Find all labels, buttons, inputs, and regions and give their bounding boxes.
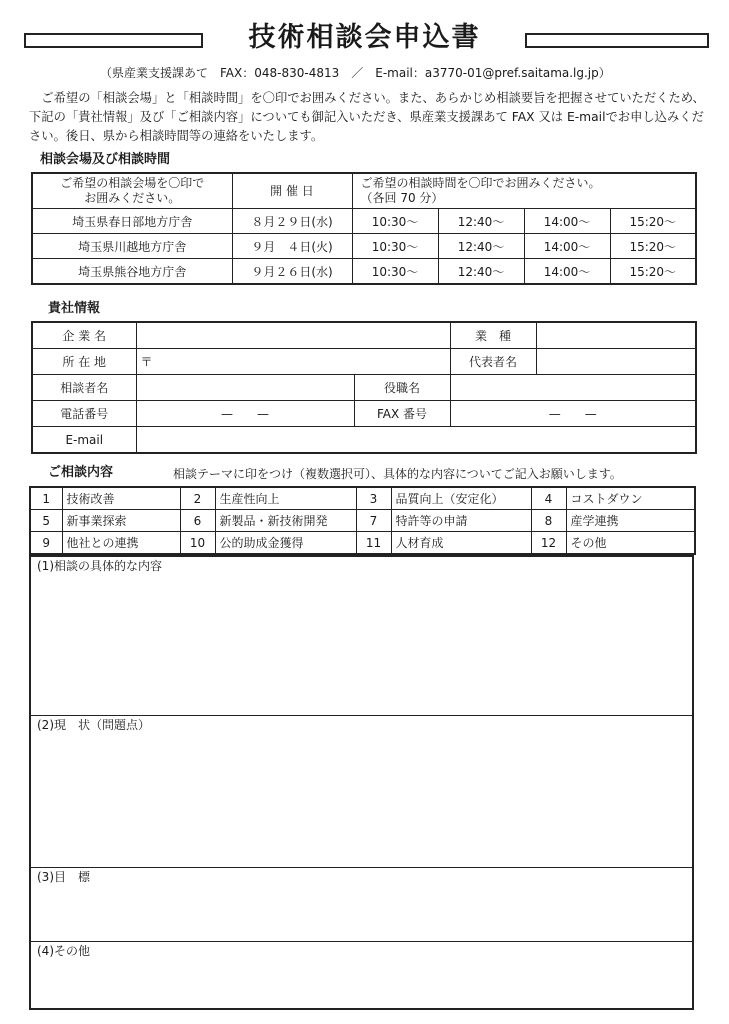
address-label: 所 在 地 [32,349,136,375]
venue-cell[interactable]: 埼玉県川越地方庁舎 [32,234,232,259]
current-status-label: (2)現 状（問題点） [37,718,150,732]
schedule-row [32,234,696,259]
other-box[interactable] [31,942,692,1008]
phone-field[interactable]: — — [136,401,354,427]
current-status-box[interactable] [31,716,692,868]
date-cell: ９月２６日(水) [232,259,352,285]
time-slot[interactable]: 15:20～ [610,234,696,259]
date-cell: ８月２９日(水) [232,209,352,234]
time-slot[interactable]: 12:40～ [438,234,524,259]
contact-info: （県産業支援課あて FAX：048-830-4813 ／ E-mail：a3770-01@pref.saitama.lg.jp） [100,66,611,80]
time-slot[interactable]: 12:40～ [438,209,524,234]
consultant-label: 相談者名 [32,375,136,401]
venue-col-header: ご希望の相談会場を〇印で お囲みください。 [32,173,232,209]
consult-detail-area [29,555,694,1010]
topic-option[interactable]: 特許等の申請 [391,510,531,532]
venue-cell[interactable]: 埼玉県春日部地方庁舎 [32,209,232,234]
time-slot[interactable]: 14:00～ [524,209,610,234]
page-title: 技術相談会申込書 [248,22,481,53]
time-slot[interactable]: 15:20～ [610,209,696,234]
time-slot[interactable]: 14:00～ [524,234,610,259]
venue-cell[interactable]: 埼玉県熊谷地方庁舎 [32,259,232,285]
topic-number: 5 [30,510,62,532]
topic-option[interactable]: 産学連携 [566,510,695,532]
industry-field[interactable] [536,322,696,349]
company-table [31,321,697,454]
time-col-header: ご希望の相談時間を〇印でお囲みください。 （各回 70 分） [352,173,696,209]
time-slot[interactable]: 14:00～ [524,259,610,285]
topic-number: 1 [30,487,62,510]
topics-table [29,486,696,555]
topic-number: 3 [356,487,391,510]
date-cell: ９月 ４日(火) [232,234,352,259]
title-decor-left [24,33,203,48]
industry-label: 業 種 [450,322,536,349]
topic-option[interactable]: コストダウン [566,487,695,510]
topic-number: 7 [356,510,391,532]
time-slot[interactable]: 15:20～ [610,259,696,285]
phone-label: 電話番号 [32,401,136,427]
topic-option[interactable]: 他社との連携 [62,532,180,555]
time-slot[interactable]: 10:30～ [352,234,438,259]
email-label: E-mail [32,427,136,454]
date-col-header: 開 催 日 [232,173,352,209]
schedule-row [32,259,696,285]
topic-number: 10 [180,532,215,555]
fax-field[interactable]: — — [450,401,696,427]
topic-number: 11 [356,532,391,555]
representative-field[interactable] [536,349,696,375]
topic-option[interactable]: 新製品・新技術開発 [215,510,356,532]
topic-number: 4 [531,487,566,510]
details-box[interactable] [31,557,692,716]
consultant-field[interactable] [136,375,354,401]
time-slot[interactable]: 10:30～ [352,209,438,234]
schedule-heading: 相談会場及び相談時間 [40,152,171,167]
time-slot[interactable]: 10:30～ [352,259,438,285]
fax-label: FAX 番号 [354,401,450,427]
consult-heading: ご相談内容 [48,465,114,480]
company-name-field[interactable] [136,322,450,349]
topic-option[interactable]: 生産性向上 [215,487,356,510]
schedule-row [32,209,696,234]
postal-mark: 〒 [140,355,153,369]
time-slot[interactable]: 12:40～ [438,259,524,285]
intro-text: ご希望の「相談会場」と「相談時間」を〇印でお囲みください。また、あらかじめ相談要旨を把握させていただくため、下記の「貴社情報」及び「ご相談内容」についても御記入いただき、県産業支援課あて FAX 又は E-mailでお申し込みください。後日、県から相談時間等の連絡をいたします。 [29,91,705,143]
topic-number: 6 [180,510,215,532]
topic-number: 8 [531,510,566,532]
topic-option[interactable]: 技術改善 [62,487,180,510]
topic-option[interactable]: その他 [566,532,695,555]
address-field[interactable] [136,349,450,375]
schedule-table [31,172,697,285]
details-label: (1)相談の具体的な内容 [37,559,162,573]
representative-label: 代表者名 [450,349,536,375]
topic-number: 12 [531,532,566,555]
topic-number: 2 [180,487,215,510]
position-field[interactable] [450,375,696,401]
topic-option[interactable]: 公的助成金獲得 [215,532,356,555]
position-label: 役職名 [354,375,450,401]
company-heading: 貴社情報 [48,301,101,316]
goal-label: (3)目 標 [37,870,90,884]
topic-option[interactable]: 新事業探索 [62,510,180,532]
other-label: (4)その他 [37,944,90,958]
topic-option[interactable]: 品質向上（安定化） [391,487,531,510]
goal-box[interactable] [31,868,692,942]
email-field[interactable] [136,427,696,454]
title-decor-right [525,33,709,48]
topic-number: 9 [30,532,62,555]
consult-note: 相談テーマに印をつけ（複数選択可）、具体的な内容についてご記入お願いします。 [173,467,622,481]
company-name-label: 企 業 名 [32,322,136,349]
topic-option[interactable]: 人材育成 [391,532,531,555]
